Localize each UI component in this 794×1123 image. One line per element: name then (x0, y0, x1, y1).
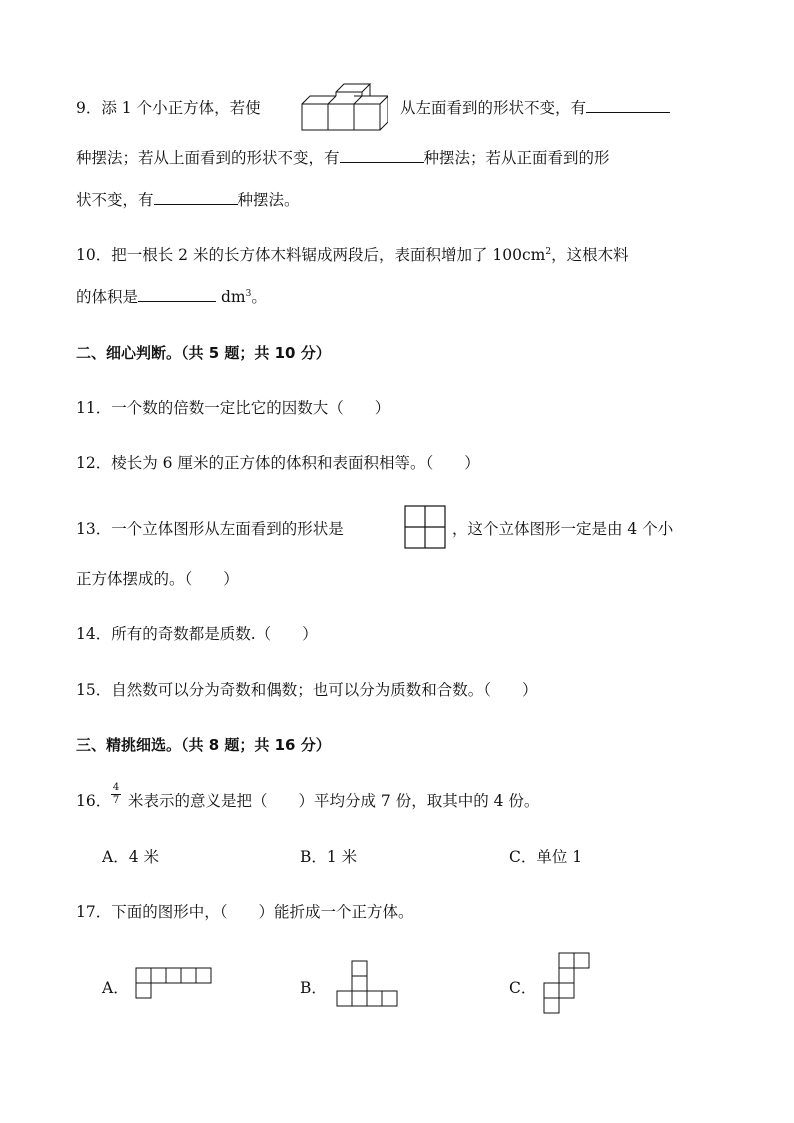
section-heading: 三、精挑细选。（共 8 题；共 16 分） (76, 736, 331, 754)
q17-option-a[interactable]: A． (102, 979, 129, 997)
q10-line1 (76, 244, 629, 266)
q9-text-d: 种摆法；若从正面看到的形 (423, 149, 610, 167)
q9-text-f: 种摆法。 (237, 191, 300, 209)
q17-option-c[interactable]: C． (509, 979, 537, 997)
cube-net-a-figure (135, 967, 215, 1001)
q10-text-b: ，这根木料 (551, 246, 629, 264)
fraction-numerator: 4 (112, 782, 120, 793)
q10-sup: 2 (545, 247, 552, 257)
q9-text-a: 9．添 1 个小正方体，若使 (76, 99, 261, 117)
cube-stack-figure (300, 82, 388, 132)
cube-net-c-figure (543, 952, 593, 1018)
q13-line1-rest: ，这个立体图形一定是由 4 个小 (452, 520, 674, 538)
q10-unit: dm (220, 288, 246, 306)
q9-line1-rest (400, 97, 670, 119)
section-heading: 二、细心判断。（共 5 题；共 10 分） (76, 344, 331, 362)
q17-option-b[interactable]: B． (300, 979, 327, 997)
q11-text: 11．一个数的倍数一定比它的因数大（ ） (76, 399, 391, 417)
q9-text-e: 状不变，有 (76, 191, 154, 209)
q13-line1 (76, 518, 344, 540)
q9-text-c: 种摆法；若从上面看到的形状不变，有 (76, 149, 340, 167)
q16-option-b[interactable]: B．1 米 (300, 848, 358, 866)
q12-text: 12．棱长为 6 厘米的正方体的体积和表面积相等。（ ） (76, 454, 480, 472)
q9-line2 (76, 147, 610, 169)
q16-option-a[interactable]: A．4 米 (102, 848, 159, 866)
q16-num: 16． (76, 792, 112, 810)
q10-text-a: 10．把一根长 2 米的长方体木料锯成两段后，表面积增加了 100cm (76, 246, 546, 264)
cube-net-b-figure (335, 960, 401, 1008)
two-by-two-square-figure (404, 505, 446, 549)
answer-blank[interactable] (154, 190, 238, 205)
q17-text: 17．下面的图形中，（ ）能折成一个正方体。 (76, 903, 414, 921)
q10-text-end: 。 (251, 288, 267, 306)
q9-line1 (76, 97, 261, 119)
answer-blank[interactable] (586, 98, 670, 113)
answer-blank[interactable] (340, 148, 424, 163)
q14-text: 14．所有的奇数都是质数.（ ） (76, 625, 318, 643)
q10-text-c: 的体积是 (76, 288, 139, 306)
q10-line2 (76, 286, 267, 308)
q16-option-c[interactable]: C．单位 1 (509, 848, 583, 866)
q13-text-a: 13．一个立体图形从左面看到的形状是 (76, 520, 344, 538)
fraction (111, 783, 121, 806)
answer-blank[interactable] (138, 287, 216, 302)
fraction-denominator: 7 (112, 795, 120, 806)
q15-text: 15．自然数可以分为奇数和偶数；也可以分为质数和合数。（ ） (76, 681, 538, 699)
q10-unit-sup: 3 (245, 289, 252, 299)
q16-text: 米表示的意义是把（ ）平均分成 7 份，取其中的 4 份。 (128, 792, 540, 810)
q9-text-b: 从左面看到的形状不变，有 (400, 99, 587, 117)
q13-line2: 正方体摆成的。（ ） (76, 570, 239, 588)
q9-line3 (76, 189, 300, 211)
